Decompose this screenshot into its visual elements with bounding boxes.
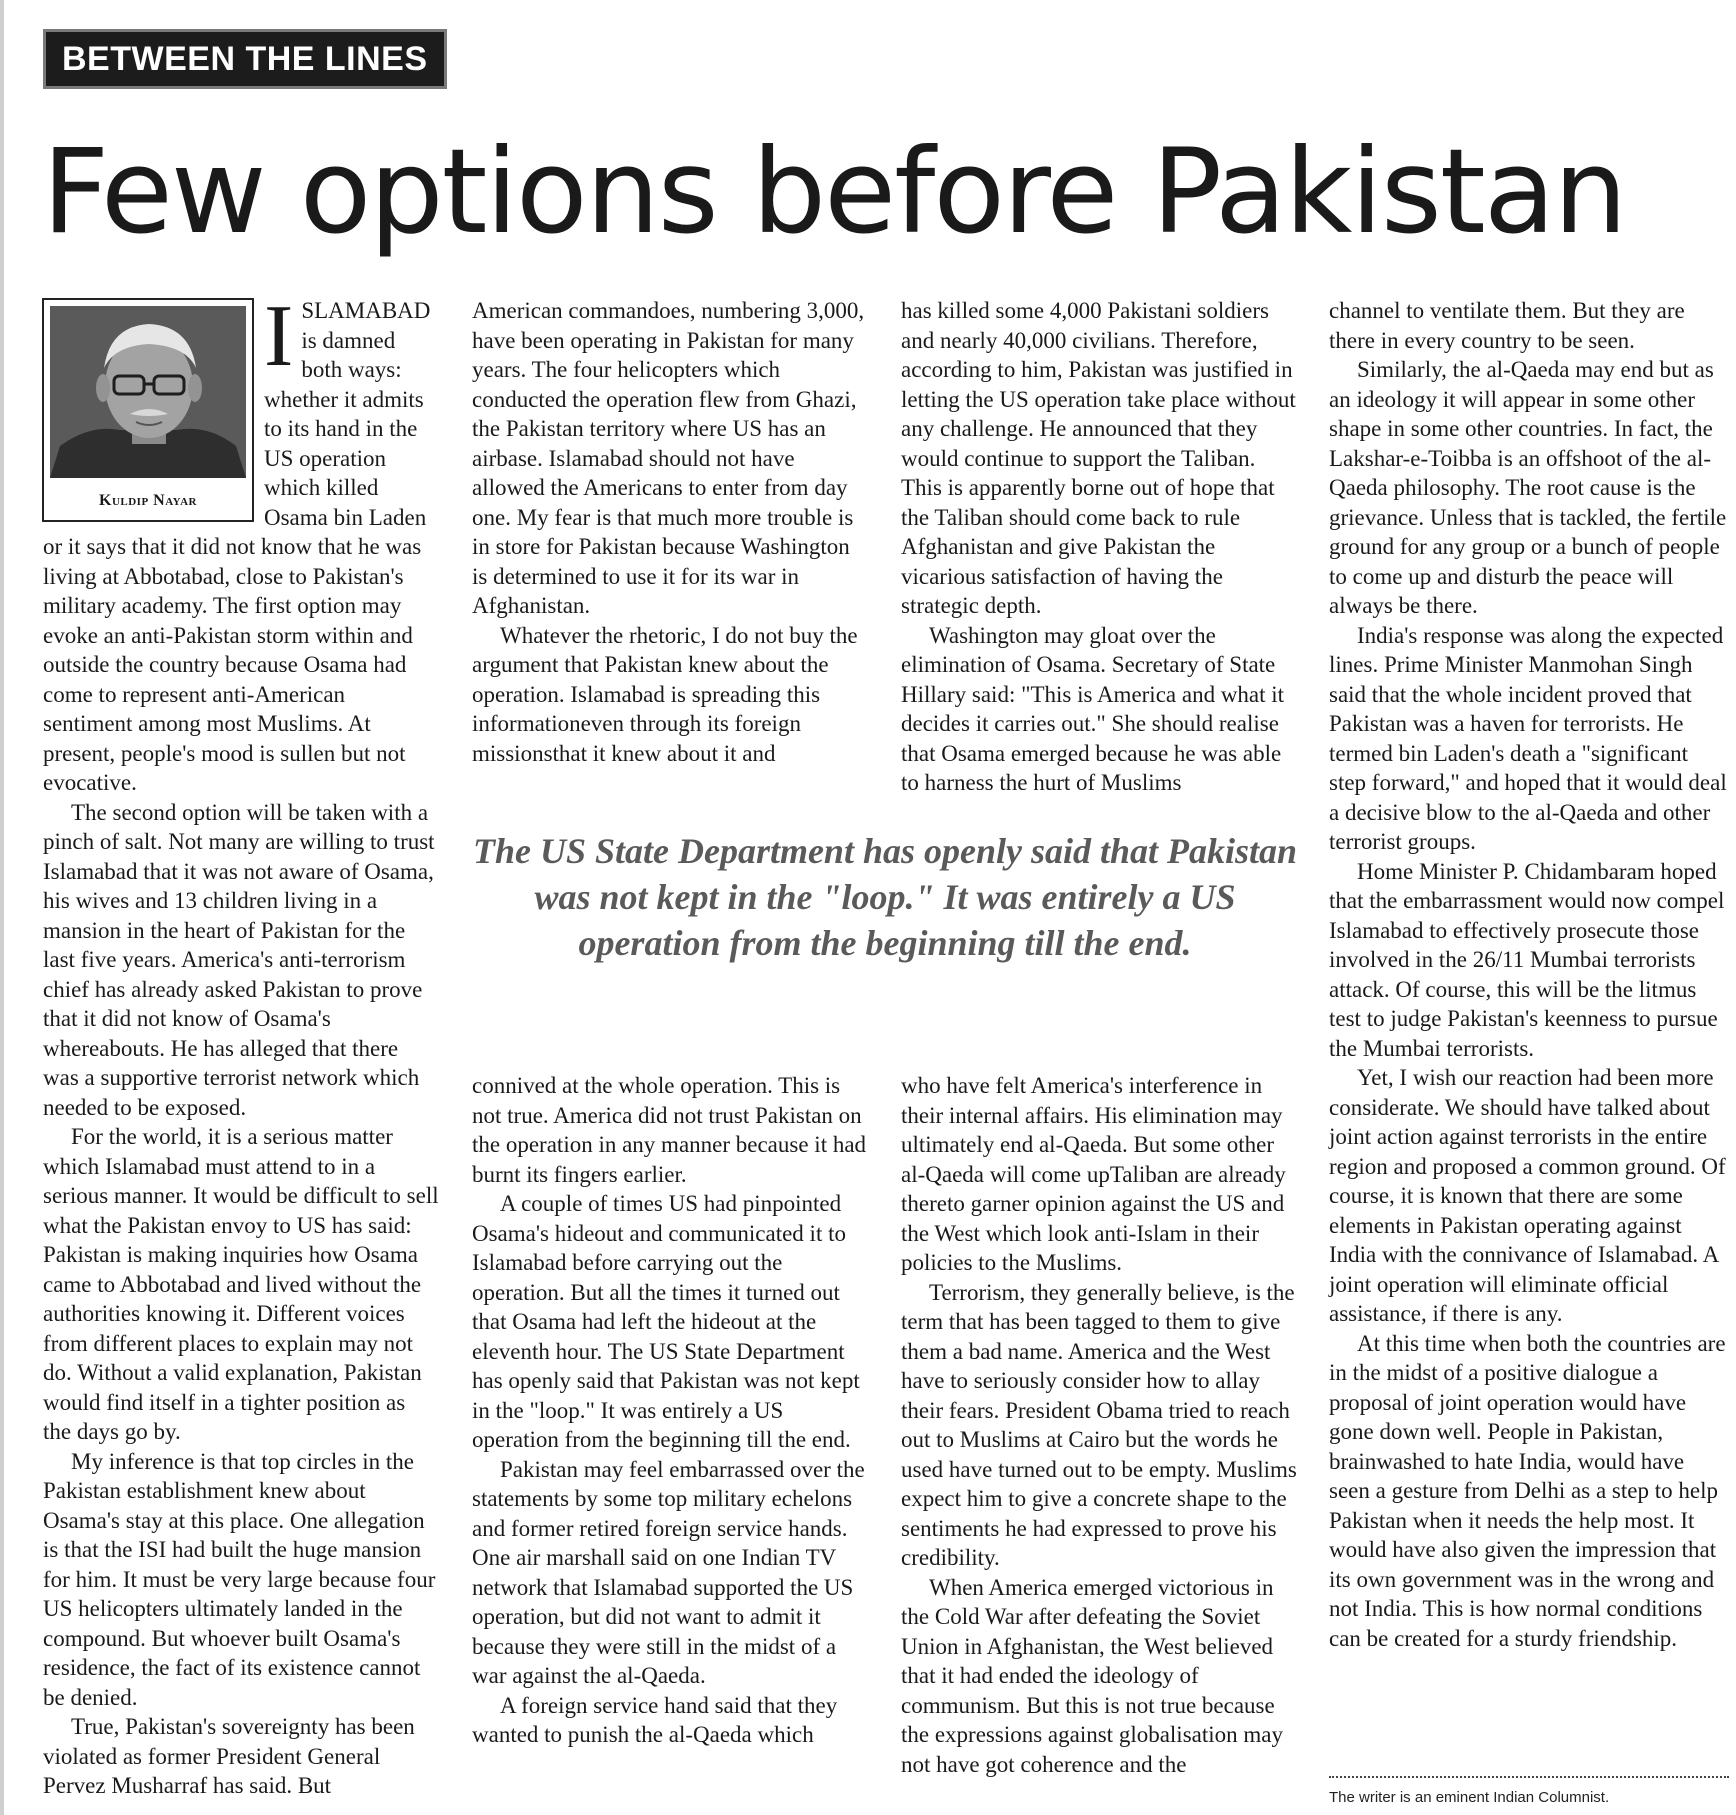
paragraph: Similarly, the al-Qaeda may end but as an ideology it will appear in some other shape in some other countries. In fact, the Lakshar-e-Toibba is an offshoot of the al-Qaeda philosophy. The root cause is the grievance. Unless that is tackled, the fertile ground for any group or a bunch of people to come up and disturb the peace will always be there. bbox=[1329, 357, 1727, 618]
article-column-2-bottom bbox=[472, 1071, 868, 1750]
paragraph: A couple of times US had pinpointed Osama's hideout and communicated it to Islamabad before carrying out the operation. But all the times it turned out that Osama had left the hideout at the eleventh hour. The US State Department has openly said that Pakistan was not kept in the "loop." It was entirely a US operation from the beginning till the end. bbox=[472, 1191, 860, 1452]
paragraph: has killed some 4,000 Pakistani soldiers and nearly 40,000 civilians. Therefore, according to him, Pakistan was justified in letting the US operation take place without any challenge. He announced that they would continue to support the Taliban. This is apparently borne out of hope that the Taliban should come back to rule Afghanistan and give Pakistan the vicarious satisfaction of having the strategic depth. bbox=[901, 298, 1296, 618]
paragraph: SLAMABAD is damned both ways: whether it admits to its hand in the US operation which killed Osama bin Laden or it says that it did not know that he was living at Abbotabad, close to Pakistan's military academy. The first option may evoke an anti-Pakistan storm within and outside the country because Osama had come to represent anti-American sentiment among most Muslims. At present, people's mood is sullen but not evocative. bbox=[43, 298, 431, 795]
paragraph: For the world, it is a serious matter which Islamabad must attend to in a serious manner. It would be difficult to sell what the Pakistan envoy to US has said: Pakistan is making inquiries how Osama came to Abbotabad and lived without the authorities knowing it. Different voices from different places to explain may not do. Without a valid explanation, Pakistan would find itself in a tighter position as the days go by. bbox=[43, 1124, 439, 1444]
paragraph: Whatever the rhetoric, I do not buy the argument that Pakistan knew about the operation. Islamabad is spreading this informationeven through its foreign missionsthat it knew about it and bbox=[472, 622, 858, 766]
paragraph: Home Minister P. Chidambaram hoped that the embarrassment would now compel Islamabad to effectively prosecute those involved in the 26/11 Mumbai terrorists attack. Of course, this will be the litmus test to judge Pakistan's keenness to pursue the Mumbai terrorists. bbox=[1329, 858, 1725, 1061]
author-photo bbox=[50, 306, 246, 478]
paragraph: channel to ventilate them. But they are there in every country to be seen. bbox=[1329, 298, 1685, 353]
paragraph: Washington may gloat over the elimination of Osama. Secretary of State Hillary said: "This is America and what it decides it carries out." She should realise that Osama emerged because he was able to harness the hurt of Muslims bbox=[901, 622, 1285, 795]
paragraph: Terrorism, they generally believe, is the term that has been tagged to them to give them a bad name. America and the West have to seriously consider how to allay their fears. President Obama tried to reach out to Muslims at Cairo but the words he used have turned out to be empty. Muslims expect him to give a concrete shape to the sentiments he had expressed to prove his credibility. bbox=[901, 1279, 1297, 1570]
paragraph: A foreign service hand said that they wanted to punish the al-Qaeda which bbox=[472, 1692, 838, 1747]
paragraph: India's response was along the expected lines. Prime Minister Manmohan Singh said that the whole incident proved that Pakistan was a haven for terrorists. He termed bin Laden's death a "significant step forward," and hoped that it would deal a decisive blow to the al-Qaeda and other terrorist groups. bbox=[1329, 622, 1727, 854]
section-kicker: BETWEEN THE LINES bbox=[46, 32, 444, 86]
paragraph: My inference is that top circles in the Pakistan establishment knew about Osama's stay at this place. One allegation is that the ISI had built the huge mansion for him. It must be very large because four US helicopters ultimately landed in the compound. But whoever built Osama's residence, the fact of its existence cannot be denied. bbox=[43, 1448, 436, 1710]
article-column-3-bottom bbox=[901, 1071, 1297, 1779]
paragraph: who have felt America's interference in their internal affairs. His elimination may ultimately end al-Qaeda. But some other al-Qaeda will come upTaliban are already thereto garner opinion against the US and the West which look anti-Islam in their policies to the Muslims. bbox=[901, 1073, 1286, 1275]
article-column-3-top bbox=[901, 296, 1297, 798]
writer-note-divider bbox=[1329, 1776, 1729, 1778]
author-box bbox=[42, 298, 254, 522]
paragraph: Pakistan may feel embarrassed over the statements by some top military echelons and former retired foreign service hands. One air marshall said on one Indian TV network that Islamabad supported the US operation, but did not want to admit it because they were still in the midst of a war against the al-Qaeda. bbox=[472, 1456, 865, 1688]
article-column-2-top bbox=[472, 296, 868, 768]
headline: Few options before Pakistan bbox=[42, 123, 1626, 260]
paragraph: The second option will be taken with a pinch of salt. Not many are willing to trust Islamabad that it was not aware of Osama, his wives and 13 children living in a mansion in the heart of Pakistan for the last five years. America's anti-terrorism chief has already asked Pakistan to prove that it did not know of Osama's whereabouts. He has alleged that there was a supportive terrorist network which needed to be exposed. bbox=[43, 799, 435, 1120]
paragraph: American commandoes, numbering 3,000, have been operating in Pakistan for many years. The four helicopters which conducted the operation flew from Ghazi, the Pakistan territory where US has an airbase. Islamabad should not have allowed the Americans to enter from day one. My fear is that much more trouble is in store for Pakistan because Washington is determined to use it for its war in Afghanistan. bbox=[472, 298, 865, 618]
article-column-1 bbox=[43, 288, 439, 1801]
paragraph: True, Pakistan's sovereignty has been violated as former President General Pervez Musharraf has said. But bbox=[43, 1714, 415, 1798]
paragraph: When America emerged victorious in the Cold War after defeating the Soviet Union in Afghanistan, the West believed that it had ended the ideology of communism. But this is not true because the expressions against globalisation may not have got coherence and the bbox=[901, 1574, 1283, 1777]
author-name: Kuldip Nayar bbox=[99, 492, 197, 509]
pull-quote: The US State Department has openly said that Pakistan was not kept in the "loop." It was entirely a US operation from the beginning till the end. bbox=[472, 831, 1298, 963]
writer-note: The writer is an eminent Indian Columnist. bbox=[1329, 1789, 1610, 1806]
page-edge-bar bbox=[0, 0, 4, 1815]
paragraph: Yet, I wish our reaction had been more considerate. We should have talked about joint action against terrorists in the entire region and proposed a common ground. Of course, it is known that there are some elements in Pakistan operating against India with the connivance of Islamabad. A joint operation will eliminate official assistance, if there is any. bbox=[1329, 1065, 1726, 1326]
article-column-4 bbox=[1329, 296, 1729, 1653]
drop-cap: I bbox=[264, 288, 294, 385]
paragraph: At this time when both the countries are in the midst of a positive dialogue a proposal of joint operation would have gone down well. People in Pakistan, brainwashed to hate India, would have seen a gesture from Delhi as a step to help Pakistan when it needs the help most. It would have also given the impression that its own government was in the wrong and not India. This is how normal conditions can be created for a sturdy friendship. bbox=[1329, 1330, 1726, 1651]
paragraph: connived at the whole operation. This is not true. America did not trust Pakistan on the operation in any manner because it had burnt its fingers earlier. bbox=[472, 1073, 867, 1187]
